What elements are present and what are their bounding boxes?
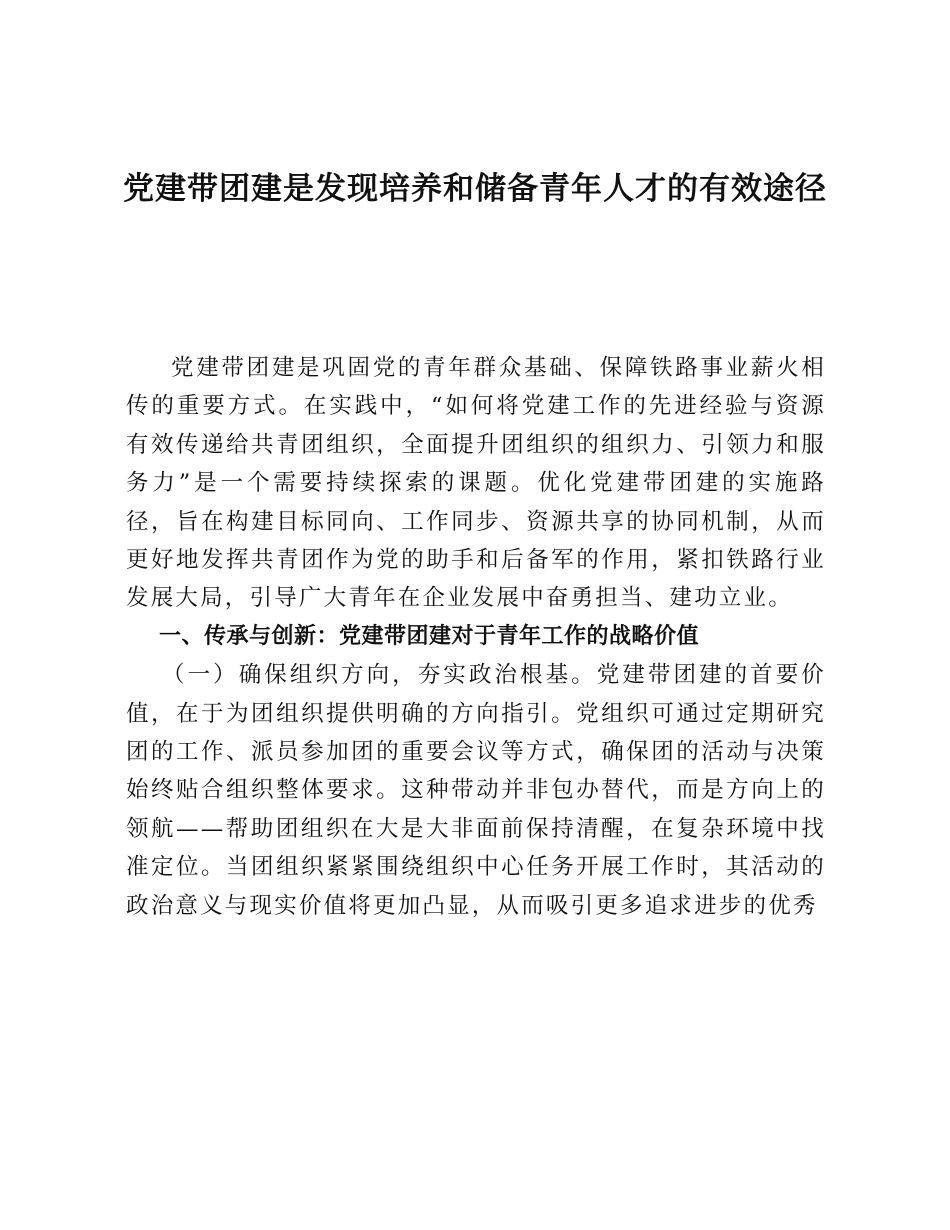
section-heading-1: 一、传承与创新：党建带团建对于青年工作的战略价值 (159, 623, 700, 649)
intro-paragraph: 党建带团建是巩固党的青年群众基础、保障铁路事业薪火相传的重要方式。在实践中，“如何将党建工作的先进经验与资源有效传递给共青团组织，全面提升团组织的组织力、引领力和服务力”是一个需要持续探索的课题。优化党建带团建的实施路径，旨在构建目标同向、工作同步、资源共享的协同机制，从而更好地发挥共青团作为党的助手和后备军的作用，紧扣铁路行业发展大局，引导广大青年在企业发展中奋勇担当、建功立业。 (126, 355, 826, 612)
document-body (126, 349, 826, 925)
document-title: 党建带团建是发现培养和储备青年人才的有效途径 (123, 171, 827, 207)
subsection-paragraph-1: （一）确保组织方向，夯实政治根基。党建带团建的首要价值，在于为团组织提供明确的方向指引。党组织可通过定期研究团的工作、派员参加团的重要会议等方式，确保团的活动与决策始终贴合组织整体要求。这种带动并非包办替代，而是方向上的领航——帮助团组织在大是大非面前保持清醒，在复杂环境中找准定位。当团组织紧紧围绕组织中心任务开展工作时，其活动的政治意义与现实价值将更加凸显，从而吸引更多追求进步的优秀 (126, 662, 826, 919)
